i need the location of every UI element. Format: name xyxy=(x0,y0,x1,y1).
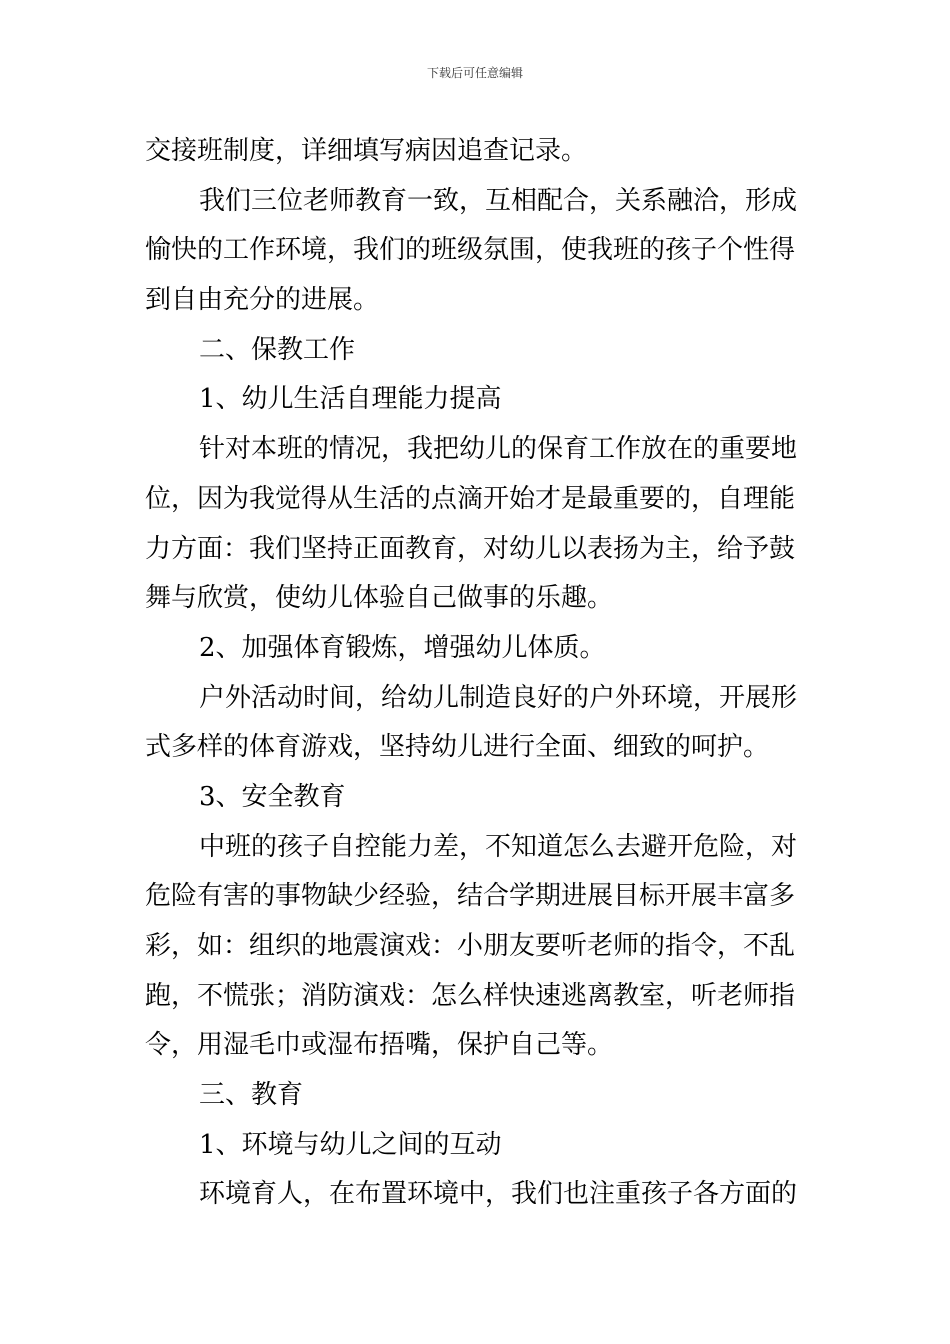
section-heading: 二、保教工作 xyxy=(199,334,356,365)
paragraph-line: 环境育人，在布置环境中，我们也注重孩子各方面的 xyxy=(199,1179,798,1210)
document-body xyxy=(145,127,810,1220)
subsection-heading: 1、环境与幼儿之间的互动 xyxy=(199,1129,502,1160)
subsection-heading: 1、幼儿生活自理能力提高 xyxy=(199,384,502,415)
paragraph-line: 式多样的体育游戏，坚持幼儿进行全面、细致的呵护。 xyxy=(145,732,770,763)
section-heading: 三、教育 xyxy=(199,1080,304,1111)
paragraph-line: 位，因为我觉得从生活的点滴开始才是最重要的，自理能 xyxy=(145,483,796,514)
subsection-heading: 2、加强体育锻炼，增强幼儿体质。 xyxy=(199,632,606,663)
paragraph-line: 力方面：我们坚持正面教育，对幼儿以表扬为主，给予鼓 xyxy=(145,533,796,564)
paragraph-line: 令，用湿毛巾或湿布捂嘴，保护自己等。 xyxy=(145,1030,614,1061)
paragraph-line: 中班的孩子自控能力差，不知道怎么去避开危险，对 xyxy=(199,831,798,862)
paragraph-line: 愉快的工作环境，我们的班级氛围，使我班的孩子个性得 xyxy=(145,235,796,266)
paragraph-line: 我们三位老师教育一致，互相配合，关系融洽，形成 xyxy=(199,185,798,216)
paragraph-line: 跑，不慌张；消防演戏：怎么样快速逃离教室，听老师指 xyxy=(145,980,796,1011)
paragraph-line: 到自由充分的进展。 xyxy=(145,285,380,316)
paragraph-line: 交接班制度，详细填写病因追查记录。 xyxy=(145,136,588,166)
subsection-heading: 3、安全教育 xyxy=(199,781,346,812)
paragraph-line: 彩，如：组织的地震演戏：小朋友要听老师的指令，不乱 xyxy=(145,931,796,961)
page-header: 下载后可任意编辑 xyxy=(426,66,523,80)
paragraph-line: 危险有害的事物缺少经验，结合学期进展目标开展丰富多 xyxy=(145,881,796,912)
paragraph-line: 针对本班的情况，我把幼儿的保育工作放在的重要地 xyxy=(199,434,798,465)
paragraph-line: 舞与欣赏，使幼儿体验自己做事的乐趣。 xyxy=(145,583,614,614)
paragraph-line: 户外活动时间，给幼儿制造良好的户外环境，开展形 xyxy=(199,682,798,713)
